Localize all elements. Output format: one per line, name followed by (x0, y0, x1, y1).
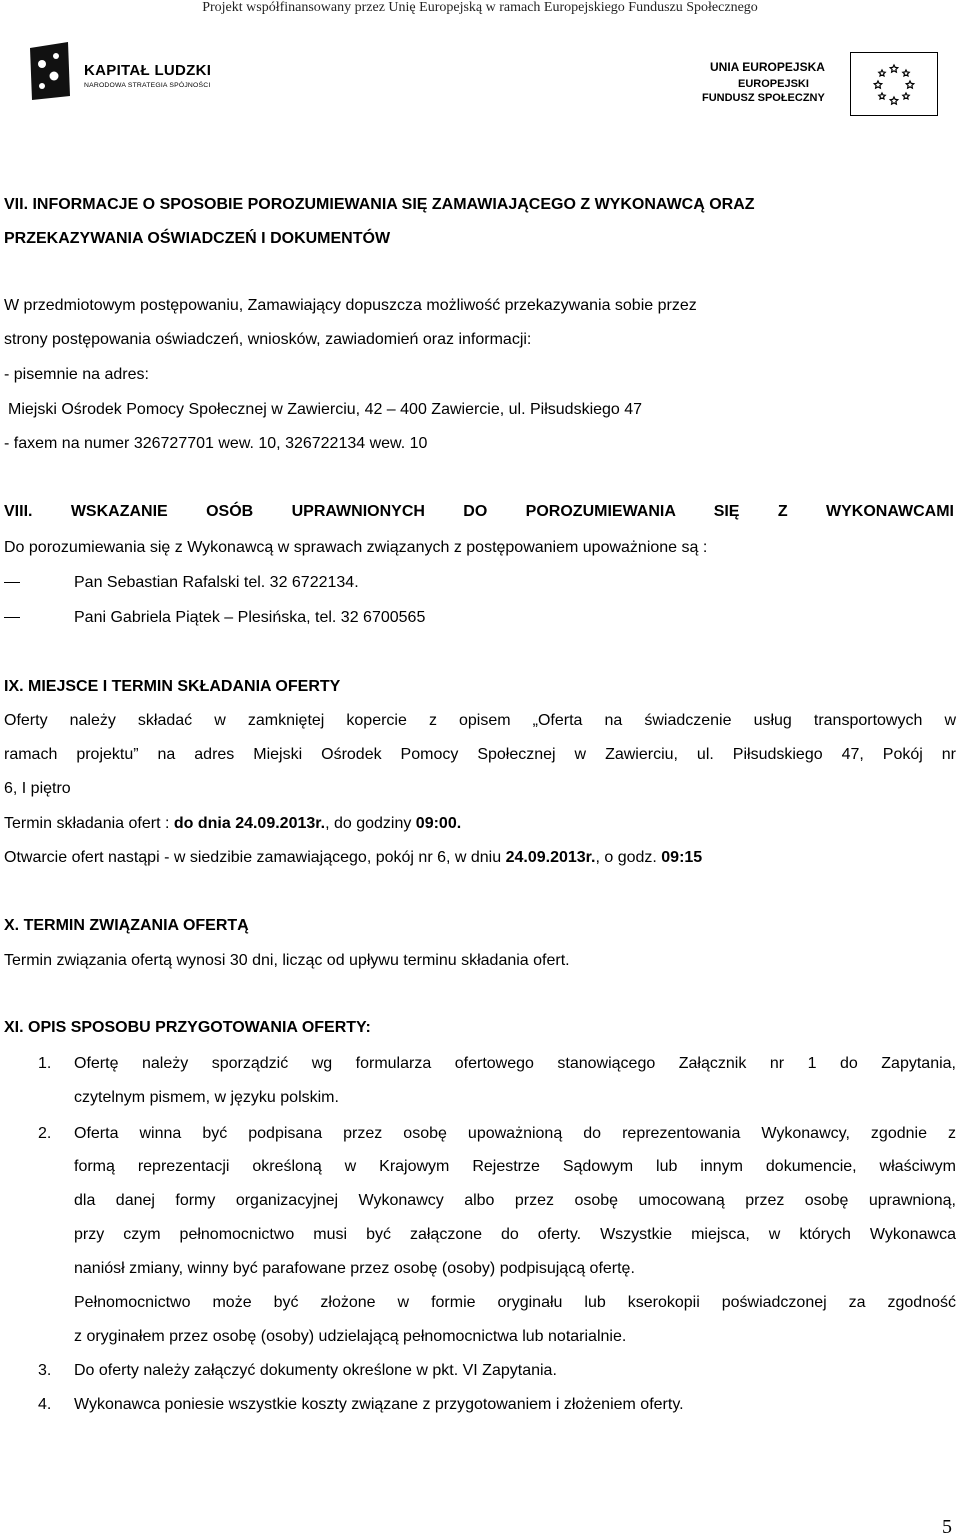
list-number-1: 1. (38, 1055, 52, 1072)
deadline-time: 09:00. (415, 815, 462, 832)
sec10-heading: X. TERMIN ZWIĄZANIA OFERTĄ (4, 917, 249, 934)
item1-line1: Ofertę należy sporządzić wg formularza ofertowego stanowiącego Załącznik nr 1 do Zapytania, (74, 1055, 956, 1072)
sec8-intro: Do porozumiewania się z Wykonawcą w sprawach związanych z postępowaniem upoważnione są : (4, 539, 708, 556)
sec7-text-line3: - pisemnie na adres: (4, 366, 149, 383)
sec9-line3: 6, I piętro (4, 780, 71, 797)
opening-mid: , o godz. (595, 849, 662, 866)
deadline-line (4, 815, 461, 833)
sec9-heading: IX. MIEJSCE I TERMIN SKŁADANIA OFERTY (4, 678, 341, 695)
deadline-mid: , do godziny (325, 815, 416, 832)
item2-line3: dla danej formy organizacyjnej Wykonawcy albo przez osobę umocowaną przez osobę uprawnioną, (74, 1192, 956, 1209)
list-number-3: 3. (38, 1362, 52, 1379)
item2-line6: Pełnomocnictwo może być złożone w formie oryginału lub kserokopii poświadczonej za zgodność (74, 1294, 956, 1311)
person-1: Pan Sebastian Rafalski tel. 32 6722134. (74, 574, 359, 591)
item1-line2: czytelnym pismem, w języku polskim. (74, 1089, 339, 1106)
item2-line2: formą reprezentacji określoną w Krajowym Rejestrze Sądowym lub innym dokumencie, właściwym (74, 1158, 956, 1175)
sec11-heading: XI. OPIS SPOSOBU PRZYGOTOWANIA OFERTY: (4, 1019, 371, 1036)
sec7-heading-line2: PRZEKAZYWANIA OŚWIADCZEŃ I DOKUMENTÓW (4, 230, 391, 247)
sec7-text-line1: W przedmiotowym postępowaniu, Zamawiający dopuszcza możliwość przekazywania sobie przez (4, 297, 697, 314)
sec10-text: Termin związania ofertą wynosi 30 dni, licząc od upływu terminu składania ofert. (4, 952, 570, 969)
logo-right-line3: FUNDUSZ SPOŁECZNY (702, 92, 825, 104)
opening-line (4, 849, 702, 867)
person-item (4, 609, 20, 627)
funding-note: Projekt współfinansowany przez Unię Europejską w ramach Europejskiego Funduszu Społecznego (202, 0, 758, 15)
eu-logo (700, 52, 940, 120)
page-number: 5 (942, 1516, 952, 1538)
item4: Wykonawca poniesie wszystkie koszty związane z przygotowaniem i złożeniem oferty. (74, 1396, 684, 1413)
list-number-2: 2. (38, 1125, 52, 1142)
logo-right-line2: EUROPEJSKI (738, 78, 809, 90)
opening-date: 24.09.2013r. (505, 849, 596, 866)
deadline-label: Termin składania ofert : (4, 815, 174, 832)
sec7-heading-line1: VII. INFORMACJE O SPOSOBIE POROZUMIEWANIA SIĘ ZAMAWIAJĄCEGO Z WYKONAWCĄ ORAZ (4, 196, 755, 213)
eu-flag-icon (850, 52, 938, 116)
sec7-address: Miejski Ośrodek Pomocy Społecznej w Zawierciu, 42 – 400 Zawiercie, ul. Piłsudskiego 47 (8, 401, 643, 418)
item2-line4: przy czym pełnomocnictwo musi być załączone do oferty. Wszystkie miejsca, w których Wykonawca (74, 1226, 956, 1243)
item3: Do oferty należy załączyć dokumenty określone w pkt. VI Zapytania. (74, 1362, 557, 1379)
item2-line1: Oferta winna być podpisana przez osobę upoważnioną do reprezentowania Wykonawcy, zgodnie z (74, 1125, 956, 1142)
sec9-line2: ramach projektu” na adres Miejski Ośrodek Pomocy Społecznej w Zawierciu, ul. Piłsudskiego 47, Pokój nr (4, 746, 956, 763)
person-2: Pani Gabriela Piątek – Plesińska, tel. 32 6700565 (74, 609, 426, 626)
deadline-date: do dnia 24.09.2013r. (173, 815, 326, 832)
sec8-heading: VIII. WSKAZANIE OSÓB UPRAWNIONYCH DO POROZUMIEWANIA SIĘ Z WYKONAWCAMI (4, 503, 954, 520)
sec7-fax: - faxem na numer 326727701 wew. 10, 326722134 wew. 10 (4, 435, 428, 452)
sec9-line1: Oferty należy składać w zamkniętej kopercie z opisem „Oferta na świadczenie usług transportowych w (4, 712, 956, 729)
person-item (4, 574, 20, 592)
logo-left-name: KAPITAŁ LUDZKI (84, 62, 212, 79)
list-number-4: 4. (38, 1396, 52, 1413)
logo-left-subtitle: NARODOWA STRATEGIA SPÓJNOŚCI (84, 82, 211, 89)
item2-line7: z oryginałem przez osobę (osoby) udzielającą pełnomocnictwa lub notarialnie. (74, 1328, 627, 1345)
logo-right-line1: UNIA EUROPEJSKA (710, 60, 825, 74)
kapital-ludzki-logo (28, 40, 238, 104)
opening-time: 09:15 (661, 849, 703, 866)
dash-bullet-icon (4, 617, 20, 618)
opening-label: Otwarcie ofert nastąpi - w siedzibie zamawiającego, pokój nr 6, w dniu (4, 849, 506, 866)
dash-bullet-icon (4, 582, 20, 583)
sec7-text-line2: strony postępowania oświadczeń, wniosków, zawiadomień oraz informacji: (4, 331, 532, 348)
item2-line5: naniósł zmiany, winny być parafowane przez osobę (osoby) podpisującą ofertę. (74, 1260, 635, 1277)
kapital-ludzki-mark-icon (28, 42, 72, 100)
